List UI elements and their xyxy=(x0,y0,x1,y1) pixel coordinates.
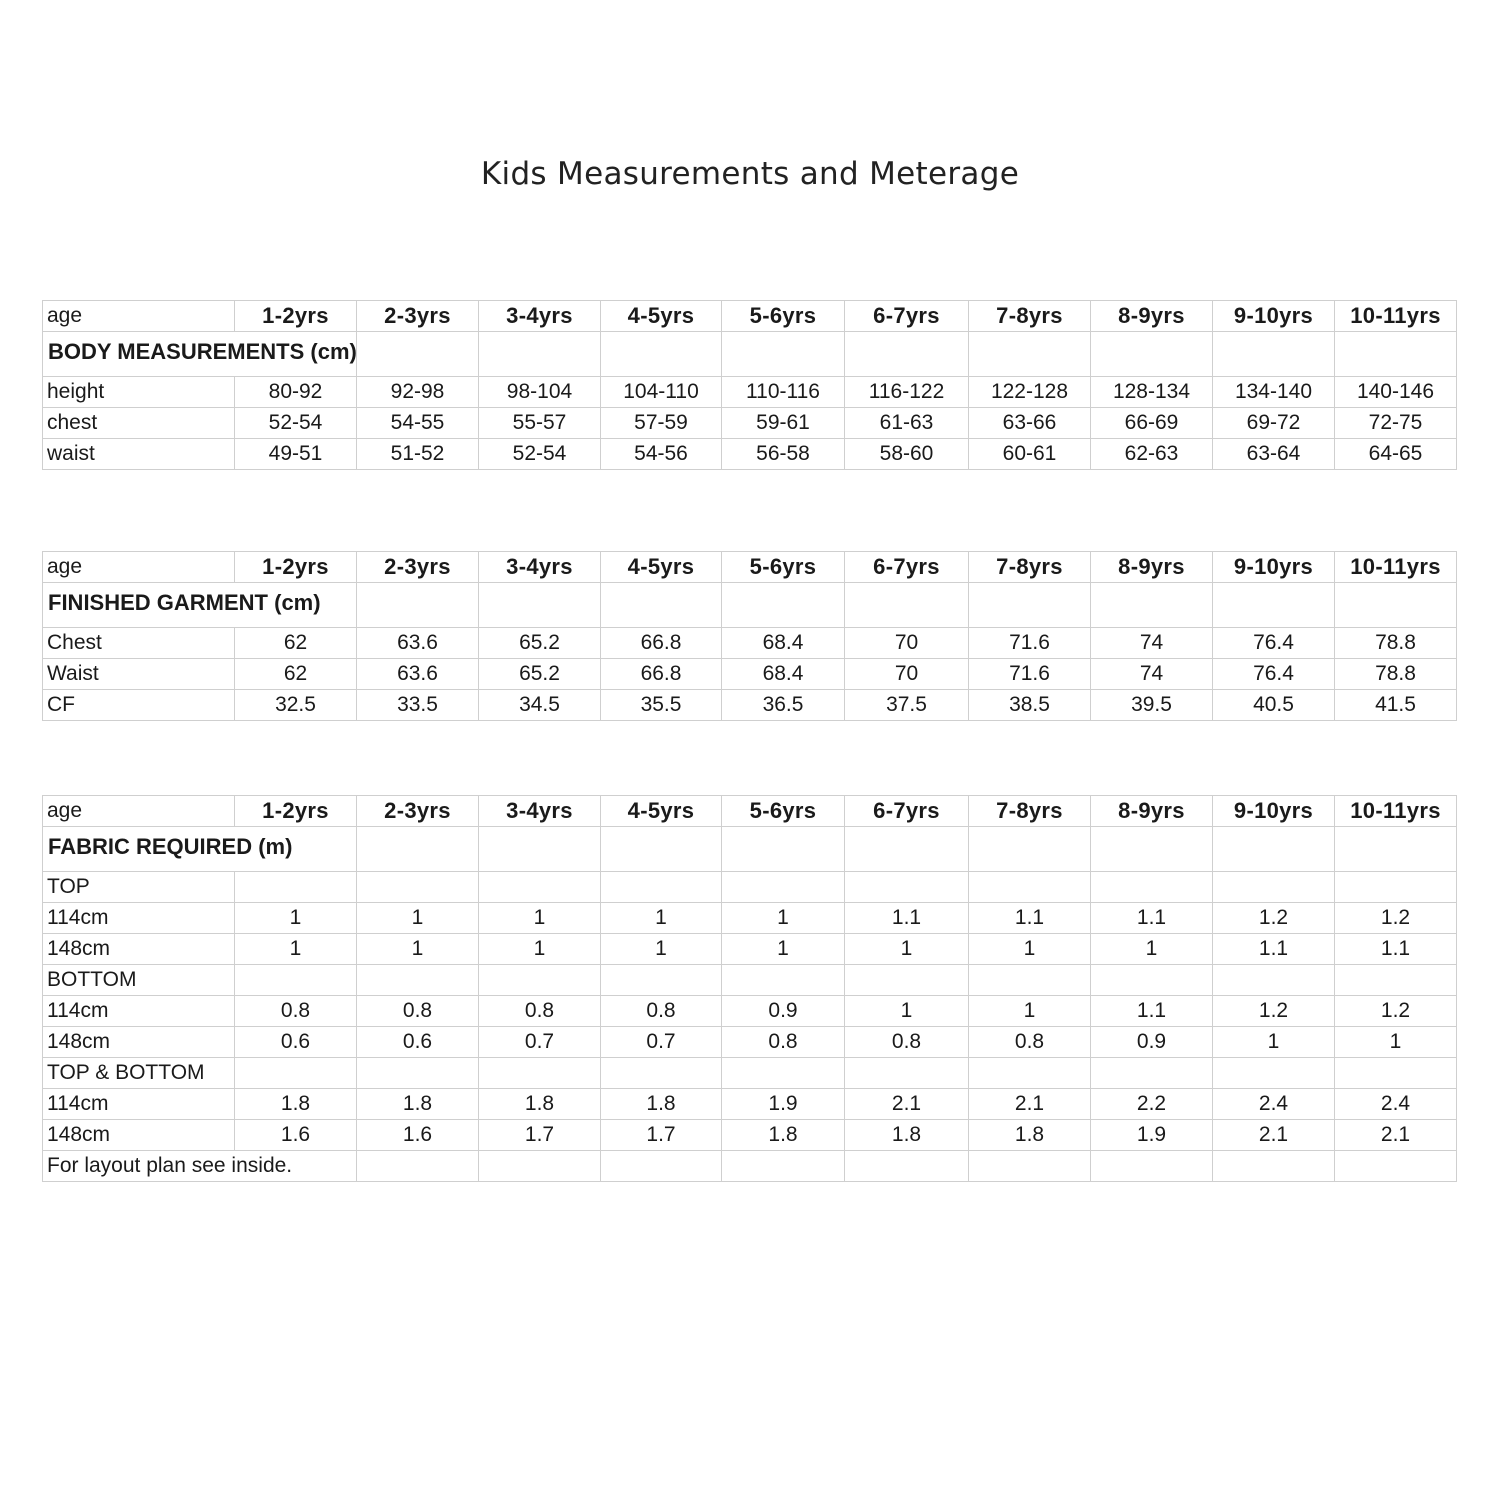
page-title: Kids Measurements and Meterage xyxy=(480,156,1020,192)
value-cell: 1.2 xyxy=(1335,903,1457,934)
value-cell: 66-69 xyxy=(1091,408,1213,439)
empty-cell xyxy=(479,332,601,377)
table-row xyxy=(43,439,1457,470)
empty-cell xyxy=(845,1151,969,1182)
empty-cell xyxy=(845,872,969,903)
value-cell: 1.1 xyxy=(1091,903,1213,934)
age-column-header: 3-4yrs xyxy=(479,796,601,827)
empty-cell xyxy=(1213,583,1335,628)
age-column-header: 4-5yrs xyxy=(601,301,722,332)
age-column-header: 8-9yrs xyxy=(1091,552,1213,583)
row-label: 114cm xyxy=(43,1089,235,1120)
value-cell: 116-122 xyxy=(845,377,969,408)
value-cell: 51-52 xyxy=(357,439,479,470)
empty-cell xyxy=(1091,1151,1213,1182)
value-cell: 0.8 xyxy=(969,1027,1091,1058)
value-cell: 39.5 xyxy=(1091,690,1213,721)
empty-cell xyxy=(601,583,722,628)
empty-cell xyxy=(722,965,845,996)
value-cell: 1.8 xyxy=(601,1089,722,1120)
age-column-header: 9-10yrs xyxy=(1213,552,1335,583)
empty-cell xyxy=(1213,1058,1335,1089)
value-cell: 1.9 xyxy=(722,1089,845,1120)
value-cell: 134-140 xyxy=(1213,377,1335,408)
empty-cell xyxy=(722,332,845,377)
empty-cell xyxy=(479,1151,601,1182)
value-cell: 0.8 xyxy=(479,996,601,1027)
empty-cell xyxy=(969,1058,1091,1089)
row-label: 148cm xyxy=(43,1120,235,1151)
empty-cell xyxy=(1335,1058,1457,1089)
value-cell: 76.4 xyxy=(1213,659,1335,690)
value-cell: 122-128 xyxy=(969,377,1091,408)
table-row xyxy=(43,1120,1457,1151)
empty-cell xyxy=(1091,827,1213,872)
value-cell: 1.7 xyxy=(479,1120,601,1151)
value-cell: 2.4 xyxy=(1335,1089,1457,1120)
empty-cell xyxy=(1213,1151,1335,1182)
value-cell: 1.8 xyxy=(722,1120,845,1151)
age-column-header: 10-11yrs xyxy=(1335,552,1457,583)
value-cell: 62-63 xyxy=(1091,439,1213,470)
value-cell: 1.2 xyxy=(1213,996,1335,1027)
group-header-row xyxy=(43,1058,1457,1089)
age-column-header: 2-3yrs xyxy=(357,552,479,583)
age-column-header: 5-6yrs xyxy=(722,796,845,827)
value-cell: 1 xyxy=(1213,1027,1335,1058)
age-column-header: 4-5yrs xyxy=(601,796,722,827)
age-column-header: 9-10yrs xyxy=(1213,301,1335,332)
age-column-header: 10-11yrs xyxy=(1335,796,1457,827)
value-cell: 33.5 xyxy=(357,690,479,721)
value-cell: 0.7 xyxy=(601,1027,722,1058)
empty-cell xyxy=(969,872,1091,903)
age-column-header: 6-7yrs xyxy=(845,301,969,332)
age-column-header: 7-8yrs xyxy=(969,301,1091,332)
value-cell: 62 xyxy=(235,659,357,690)
empty-cell xyxy=(722,872,845,903)
empty-cell xyxy=(1091,1058,1213,1089)
section-title-row xyxy=(43,332,1457,377)
value-cell: 1 xyxy=(722,903,845,934)
value-cell: 1.2 xyxy=(1335,996,1457,1027)
value-cell: 2.1 xyxy=(845,1089,969,1120)
value-cell: 65.2 xyxy=(479,659,601,690)
value-cell: 1 xyxy=(845,934,969,965)
footnote: For layout plan see inside. xyxy=(43,1151,357,1182)
empty-cell xyxy=(722,1058,845,1089)
empty-cell xyxy=(969,827,1091,872)
value-cell: 0.8 xyxy=(601,996,722,1027)
group-label: TOP xyxy=(43,872,235,903)
empty-cell xyxy=(845,965,969,996)
value-cell: 1.2 xyxy=(1213,903,1335,934)
value-cell: 68.4 xyxy=(722,628,845,659)
section-title-row xyxy=(43,827,1457,872)
empty-cell xyxy=(845,1058,969,1089)
age-header-row xyxy=(43,301,1457,332)
value-cell: 1.1 xyxy=(845,903,969,934)
table-row xyxy=(43,408,1457,439)
row-label: CF xyxy=(43,690,235,721)
empty-cell xyxy=(357,332,479,377)
age-column-header: 8-9yrs xyxy=(1091,301,1213,332)
value-cell: 35.5 xyxy=(601,690,722,721)
value-cell: 1 xyxy=(845,996,969,1027)
value-cell: 34.5 xyxy=(479,690,601,721)
value-cell: 1.8 xyxy=(235,1089,357,1120)
age-column-header: 1-2yrs xyxy=(235,552,357,583)
empty-cell xyxy=(1091,332,1213,377)
value-cell: 1.6 xyxy=(235,1120,357,1151)
value-cell: 68.4 xyxy=(722,659,845,690)
empty-cell xyxy=(479,872,601,903)
value-cell: 40.5 xyxy=(1213,690,1335,721)
age-header-row xyxy=(43,796,1457,827)
empty-cell xyxy=(969,583,1091,628)
value-cell: 0.7 xyxy=(479,1027,601,1058)
empty-cell xyxy=(969,965,1091,996)
value-cell: 52-54 xyxy=(479,439,601,470)
age-column-header: 10-11yrs xyxy=(1335,301,1457,332)
empty-cell xyxy=(479,827,601,872)
value-cell: 54-56 xyxy=(601,439,722,470)
empty-cell xyxy=(357,1058,479,1089)
table-row xyxy=(43,628,1457,659)
age-column-header: 6-7yrs xyxy=(845,552,969,583)
empty-cell xyxy=(845,827,969,872)
value-cell: 1 xyxy=(601,934,722,965)
value-cell: 63-66 xyxy=(969,408,1091,439)
empty-cell xyxy=(845,332,969,377)
table-row xyxy=(43,934,1457,965)
empty-cell xyxy=(601,827,722,872)
empty-cell xyxy=(1335,583,1457,628)
value-cell: 1 xyxy=(601,903,722,934)
value-cell: 0.8 xyxy=(845,1027,969,1058)
table-row xyxy=(43,659,1457,690)
section-title: FINISHED GARMENT (cm) xyxy=(43,583,357,628)
value-cell: 65.2 xyxy=(479,628,601,659)
value-cell: 0.8 xyxy=(235,996,357,1027)
age-column-header: 1-2yrs xyxy=(235,796,357,827)
value-cell: 0.9 xyxy=(722,996,845,1027)
empty-cell xyxy=(357,1151,479,1182)
empty-cell xyxy=(1213,332,1335,377)
empty-cell xyxy=(1335,332,1457,377)
empty-cell xyxy=(969,1151,1091,1182)
value-cell: 62 xyxy=(235,628,357,659)
age-header-row xyxy=(43,552,1457,583)
value-cell: 74 xyxy=(1091,659,1213,690)
value-cell: 0.6 xyxy=(235,1027,357,1058)
age-column-header: 2-3yrs xyxy=(357,301,479,332)
value-cell: 52-54 xyxy=(235,408,357,439)
age-column-header: 1-2yrs xyxy=(235,301,357,332)
empty-cell xyxy=(357,583,479,628)
value-cell: 1.9 xyxy=(1091,1120,1213,1151)
value-cell: 2.1 xyxy=(1213,1120,1335,1151)
value-cell: 140-146 xyxy=(1335,377,1457,408)
value-cell: 64-65 xyxy=(1335,439,1457,470)
group-header-row xyxy=(43,872,1457,903)
value-cell: 2.1 xyxy=(1335,1120,1457,1151)
empty-cell xyxy=(601,332,722,377)
age-column-header: 6-7yrs xyxy=(845,796,969,827)
row-label: Chest xyxy=(43,628,235,659)
value-cell: 66.8 xyxy=(601,628,722,659)
value-cell: 57-59 xyxy=(601,408,722,439)
empty-cell xyxy=(235,872,357,903)
value-cell: 56-58 xyxy=(722,439,845,470)
value-cell: 1.1 xyxy=(969,903,1091,934)
age-column-header: 8-9yrs xyxy=(1091,796,1213,827)
value-cell: 1.7 xyxy=(601,1120,722,1151)
footnote-row xyxy=(43,1151,1457,1182)
age-column-header: 5-6yrs xyxy=(722,552,845,583)
empty-cell xyxy=(479,583,601,628)
value-cell: 80-92 xyxy=(235,377,357,408)
empty-cell xyxy=(1335,872,1457,903)
value-cell: 98-104 xyxy=(479,377,601,408)
group-label: TOP & BOTTOM xyxy=(43,1058,235,1089)
value-cell: 1.8 xyxy=(479,1089,601,1120)
value-cell: 41.5 xyxy=(1335,690,1457,721)
value-cell: 1 xyxy=(969,996,1091,1027)
empty-cell xyxy=(1335,965,1457,996)
age-column-header: 7-8yrs xyxy=(969,552,1091,583)
value-cell: 1 xyxy=(479,934,601,965)
value-cell: 0.9 xyxy=(1091,1027,1213,1058)
row-label: chest xyxy=(43,408,235,439)
empty-cell xyxy=(722,1151,845,1182)
empty-cell xyxy=(601,1151,722,1182)
age-label: age xyxy=(43,796,235,827)
row-label: height xyxy=(43,377,235,408)
group-label: BOTTOM xyxy=(43,965,235,996)
value-cell: 60-61 xyxy=(969,439,1091,470)
value-cell: 1.1 xyxy=(1091,996,1213,1027)
value-cell: 1 xyxy=(357,903,479,934)
empty-cell xyxy=(357,827,479,872)
value-cell: 1.6 xyxy=(357,1120,479,1151)
value-cell: 61-63 xyxy=(845,408,969,439)
table-row xyxy=(43,690,1457,721)
section-title-row xyxy=(43,583,1457,628)
value-cell: 0.6 xyxy=(357,1027,479,1058)
empty-cell xyxy=(235,1058,357,1089)
value-cell: 69-72 xyxy=(1213,408,1335,439)
empty-cell xyxy=(1335,827,1457,872)
age-column-header: 3-4yrs xyxy=(479,301,601,332)
empty-cell xyxy=(1091,872,1213,903)
value-cell: 71.6 xyxy=(969,628,1091,659)
empty-cell xyxy=(1213,965,1335,996)
section-title: FABRIC REQUIRED (m) xyxy=(43,827,357,872)
table-row xyxy=(43,996,1457,1027)
value-cell: 1.1 xyxy=(1335,934,1457,965)
value-cell: 2.2 xyxy=(1091,1089,1213,1120)
age-column-header: 7-8yrs xyxy=(969,796,1091,827)
table-row xyxy=(43,1027,1457,1058)
empty-cell xyxy=(1335,1151,1457,1182)
empty-cell xyxy=(722,827,845,872)
value-cell: 0.8 xyxy=(722,1027,845,1058)
empty-cell xyxy=(235,965,357,996)
value-cell: 92-98 xyxy=(357,377,479,408)
age-column-header: 9-10yrs xyxy=(1213,796,1335,827)
row-label: 148cm xyxy=(43,1027,235,1058)
age-column-header: 3-4yrs xyxy=(479,552,601,583)
value-cell: 1 xyxy=(479,903,601,934)
value-cell: 66.8 xyxy=(601,659,722,690)
value-cell: 63.6 xyxy=(357,659,479,690)
fabric-required-table xyxy=(42,795,1457,1182)
value-cell: 1 xyxy=(235,903,357,934)
section-title: BODY MEASUREMENTS (cm) xyxy=(43,332,357,377)
row-label: Waist xyxy=(43,659,235,690)
value-cell: 1 xyxy=(1335,1027,1457,1058)
body-measurements-table xyxy=(42,300,1457,470)
empty-cell xyxy=(969,332,1091,377)
row-label: waist xyxy=(43,439,235,470)
empty-cell xyxy=(479,1058,601,1089)
value-cell: 70 xyxy=(845,628,969,659)
value-cell: 1.1 xyxy=(1213,934,1335,965)
value-cell: 78.8 xyxy=(1335,628,1457,659)
empty-cell xyxy=(357,872,479,903)
value-cell: 49-51 xyxy=(235,439,357,470)
value-cell: 63.6 xyxy=(357,628,479,659)
empty-cell xyxy=(357,965,479,996)
empty-cell xyxy=(1213,827,1335,872)
empty-cell xyxy=(1091,583,1213,628)
row-label: 114cm xyxy=(43,996,235,1027)
empty-cell xyxy=(601,1058,722,1089)
value-cell: 37.5 xyxy=(845,690,969,721)
table-row xyxy=(43,377,1457,408)
table-row xyxy=(43,1089,1457,1120)
group-header-row xyxy=(43,965,1457,996)
value-cell: 1 xyxy=(357,934,479,965)
value-cell: 70 xyxy=(845,659,969,690)
value-cell: 55-57 xyxy=(479,408,601,439)
value-cell: 1.8 xyxy=(845,1120,969,1151)
value-cell: 1 xyxy=(722,934,845,965)
row-label: 114cm xyxy=(43,903,235,934)
age-label: age xyxy=(43,552,235,583)
value-cell: 1.8 xyxy=(969,1120,1091,1151)
value-cell: 36.5 xyxy=(722,690,845,721)
empty-cell xyxy=(479,965,601,996)
age-column-header: 5-6yrs xyxy=(722,301,845,332)
value-cell: 54-55 xyxy=(357,408,479,439)
value-cell: 2.4 xyxy=(1213,1089,1335,1120)
empty-cell xyxy=(1091,965,1213,996)
age-label: age xyxy=(43,301,235,332)
value-cell: 1 xyxy=(969,934,1091,965)
value-cell: 72-75 xyxy=(1335,408,1457,439)
value-cell: 1 xyxy=(235,934,357,965)
value-cell: 38.5 xyxy=(969,690,1091,721)
value-cell: 71.6 xyxy=(969,659,1091,690)
value-cell: 58-60 xyxy=(845,439,969,470)
value-cell: 104-110 xyxy=(601,377,722,408)
value-cell: 59-61 xyxy=(722,408,845,439)
value-cell: 1.8 xyxy=(357,1089,479,1120)
finished-garment-table xyxy=(42,551,1457,721)
value-cell: 76.4 xyxy=(1213,628,1335,659)
empty-cell xyxy=(601,872,722,903)
empty-cell xyxy=(1213,872,1335,903)
value-cell: 78.8 xyxy=(1335,659,1457,690)
empty-cell xyxy=(601,965,722,996)
value-cell: 0.8 xyxy=(357,996,479,1027)
value-cell: 63-64 xyxy=(1213,439,1335,470)
value-cell: 110-116 xyxy=(722,377,845,408)
value-cell: 2.1 xyxy=(969,1089,1091,1120)
value-cell: 128-134 xyxy=(1091,377,1213,408)
row-label: 148cm xyxy=(43,934,235,965)
age-column-header: 4-5yrs xyxy=(601,552,722,583)
empty-cell xyxy=(845,583,969,628)
empty-cell xyxy=(722,583,845,628)
value-cell: 74 xyxy=(1091,628,1213,659)
value-cell: 1 xyxy=(1091,934,1213,965)
table-row xyxy=(43,903,1457,934)
age-column-header: 2-3yrs xyxy=(357,796,479,827)
value-cell: 32.5 xyxy=(235,690,357,721)
